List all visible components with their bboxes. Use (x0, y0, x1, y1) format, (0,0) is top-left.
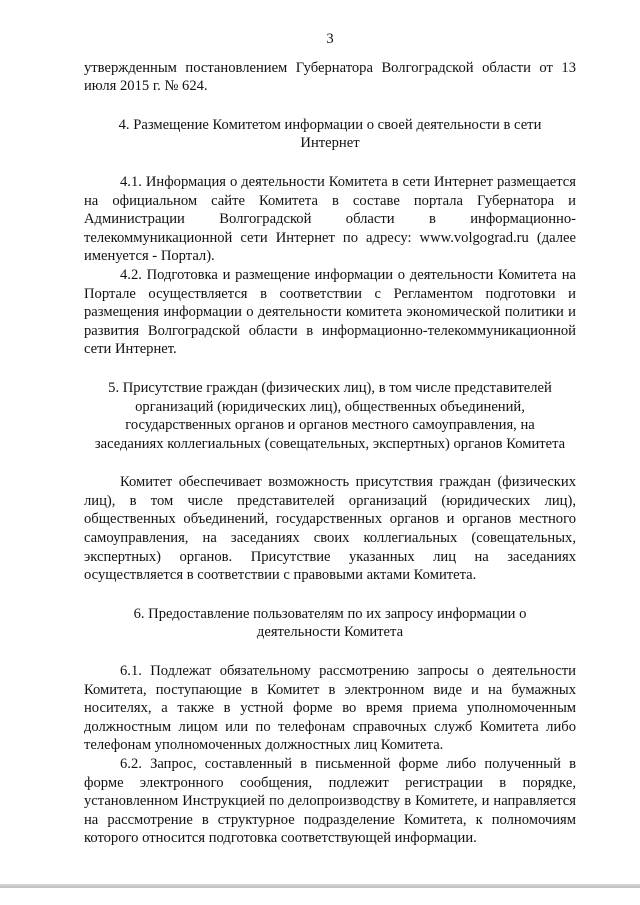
section-5-heading: 5. Присутствие граждан (физических лиц), в том числе представителей организаций (юридических лиц), общественных объединений, государственных органов и органов местного самоуправления, на заседаниях коллегиальных (совещательных, экспертных) органов Комитета (94, 379, 566, 452)
paragraph-4-2: 4.2. Подготовка и размещение информации о деятельности Комитета на Портале осуществляется в соответствии с Регламентом подготовки и размещения информации о деятельности комитета экономической политики и развития Волгоградской области в информационно-телекоммуникационной сети Интернет. (84, 266, 576, 358)
paragraph-6-1: 6.1. Подлежат обязательному рассмотрению запросы о деятельности Комитета, поступающие в Комитет в электронном виде и на бумажных носителях, а также в устной форме во время приема уполномоченным должностным лицом или по телефонам справочных служб Комитета либо телефонам уполномоченных должностных лиц Комитета. (84, 663, 576, 754)
section-4-heading: 4. Размещение Комитетом информации о своей деятельности в сети Интернет (118, 116, 542, 152)
intro-paragraph: утвержденным постановлением Губернатора Волгоградской области от 13 июля 2015 г. № 624. (84, 59, 576, 95)
scan-bottom-edge (0, 884, 640, 888)
section-6-heading: 6. Предоставление пользователям по их запросу информации о деятельности Комитета (133, 605, 527, 641)
paragraph-4-1: 4.1. Информация о деятельности Комитета в сети Интернет размещается на официальном сайте Комитета в составе портала Губернатора и Администрации Волгоградской области в информационно-телекоммуникационной сети Интернет по адресу: www.volgograd.ru (далее именуется - Портал). (84, 173, 576, 265)
page-number: 3 (326, 31, 334, 47)
paragraph-6-2: 6.2. Запрос, составленный в письменной форме либо полученный в форме электронного сообщения, подлежит регистрации в порядке, установленном Инструкцией по делопроизводству в Комитете, и направляется на рассмотрение в структурное подразделение Комитета, к полномочиям которого относится подготовка соответствующей информации. (84, 756, 576, 847)
page-content (84, 30, 576, 848)
paragraph-5: Комитет обеспечивает возможность присутствия граждан (физических лиц), в том числе представителей организаций (юридических лиц), общественных объединений, государственных органов и органов местного самоуправления, на заседаниях своих коллегиальных (совещательных, экспертных) органов. Присутствие указанных лиц на заседаниях осуществляется в соответствии с правовыми актами Комитета. (84, 474, 576, 584)
